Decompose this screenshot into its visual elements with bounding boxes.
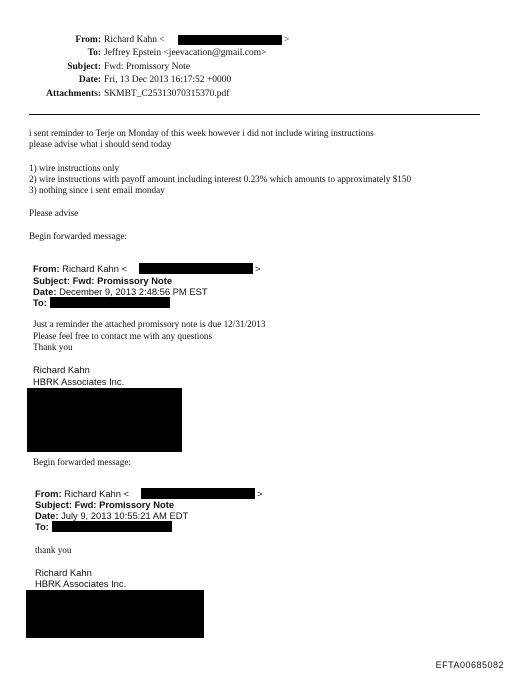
redaction-box	[141, 488, 255, 499]
fwd-message-line: thank you	[35, 545, 72, 555]
option-item: 2) wire instructions with payoff amount including interest 0.23% which amounts to approximately $150	[29, 174, 412, 184]
fwd-message-line: Thank you	[33, 342, 73, 352]
fwd-date-value: July 9, 2013 10:55:21 AM EDT	[61, 510, 189, 521]
date-value: Fri, 13 Dec 2013 16:17:52 +0000	[104, 75, 232, 85]
fwd-message-line: Please feel free to contact me with any questions	[33, 331, 213, 341]
redaction-box	[178, 35, 282, 45]
fwd-from-label: From:	[33, 263, 60, 274]
fwd-subject-value: Fwd: Promissory Note	[74, 499, 175, 510]
body-line: Please advise	[29, 208, 79, 218]
fwd-to-label: To:	[35, 521, 49, 532]
redaction-box	[27, 388, 182, 452]
date-label: Date:	[78, 75, 101, 85]
from-label: From:	[75, 35, 101, 45]
fwd-from-value: Richard Kahn <	[64, 488, 130, 499]
forwarded-heading: Begin forwarded message:	[33, 457, 131, 467]
redaction-box	[50, 297, 170, 308]
fwd-from-tail: >	[257, 488, 263, 499]
subject-label: Subject:	[67, 62, 101, 72]
fwd-subject-value: Fwd: Promissory Note	[72, 275, 173, 286]
fwd-from-label: From:	[35, 488, 62, 499]
fwd-date-label: Date:	[35, 510, 59, 521]
header-divider	[29, 114, 480, 115]
attachments-label: Attachments:	[46, 89, 101, 99]
fwd-message-line: Just a reminder the attached promissory note is due 12/31/2013	[33, 319, 266, 329]
fwd-date-label: Date:	[33, 286, 57, 297]
option-item: 3) nothing since i sent email monday	[29, 185, 165, 195]
fwd-to-label: To:	[33, 297, 47, 308]
attachment-link[interactable]: SKMBT_C25313070315370.pdf	[104, 89, 230, 99]
body-line: please advise what i should send today	[29, 139, 172, 149]
fwd-date-value: December 9, 2013 2:48:56 PM EST	[59, 286, 208, 297]
subject-value: Fwd: Promissory Note	[104, 62, 191, 72]
redaction-box	[52, 521, 172, 532]
signature-company: HBRK Associates Inc.	[33, 376, 125, 387]
from-value: Richard Kahn <	[104, 35, 165, 45]
signature-name: Richard Kahn	[35, 567, 92, 578]
body-line: i sent reminder to Terje on Monday of this week however i did not include wiring instructions	[29, 128, 374, 138]
option-item: 1) wire instructions only	[29, 163, 120, 173]
from-tail: >	[284, 35, 290, 45]
fwd-subject-label: Subject:	[35, 499, 72, 510]
bates-number: EFTA00685082	[435, 660, 504, 670]
redaction-box	[139, 263, 253, 274]
signature-name: Richard Kahn	[33, 364, 90, 375]
redaction-box	[26, 590, 204, 638]
fwd-from-tail: >	[255, 263, 261, 274]
to-label: To:	[87, 48, 101, 58]
forwarded-heading: Begin forwarded message:	[29, 231, 127, 241]
to-value: Jeffrey Epstein <jeevacation@gmail.com>	[104, 48, 267, 58]
fwd-subject-label: Subject:	[33, 275, 70, 286]
signature-company: HBRK Associates Inc.	[35, 578, 127, 589]
fwd-from-value: Richard Kahn <	[62, 263, 128, 274]
